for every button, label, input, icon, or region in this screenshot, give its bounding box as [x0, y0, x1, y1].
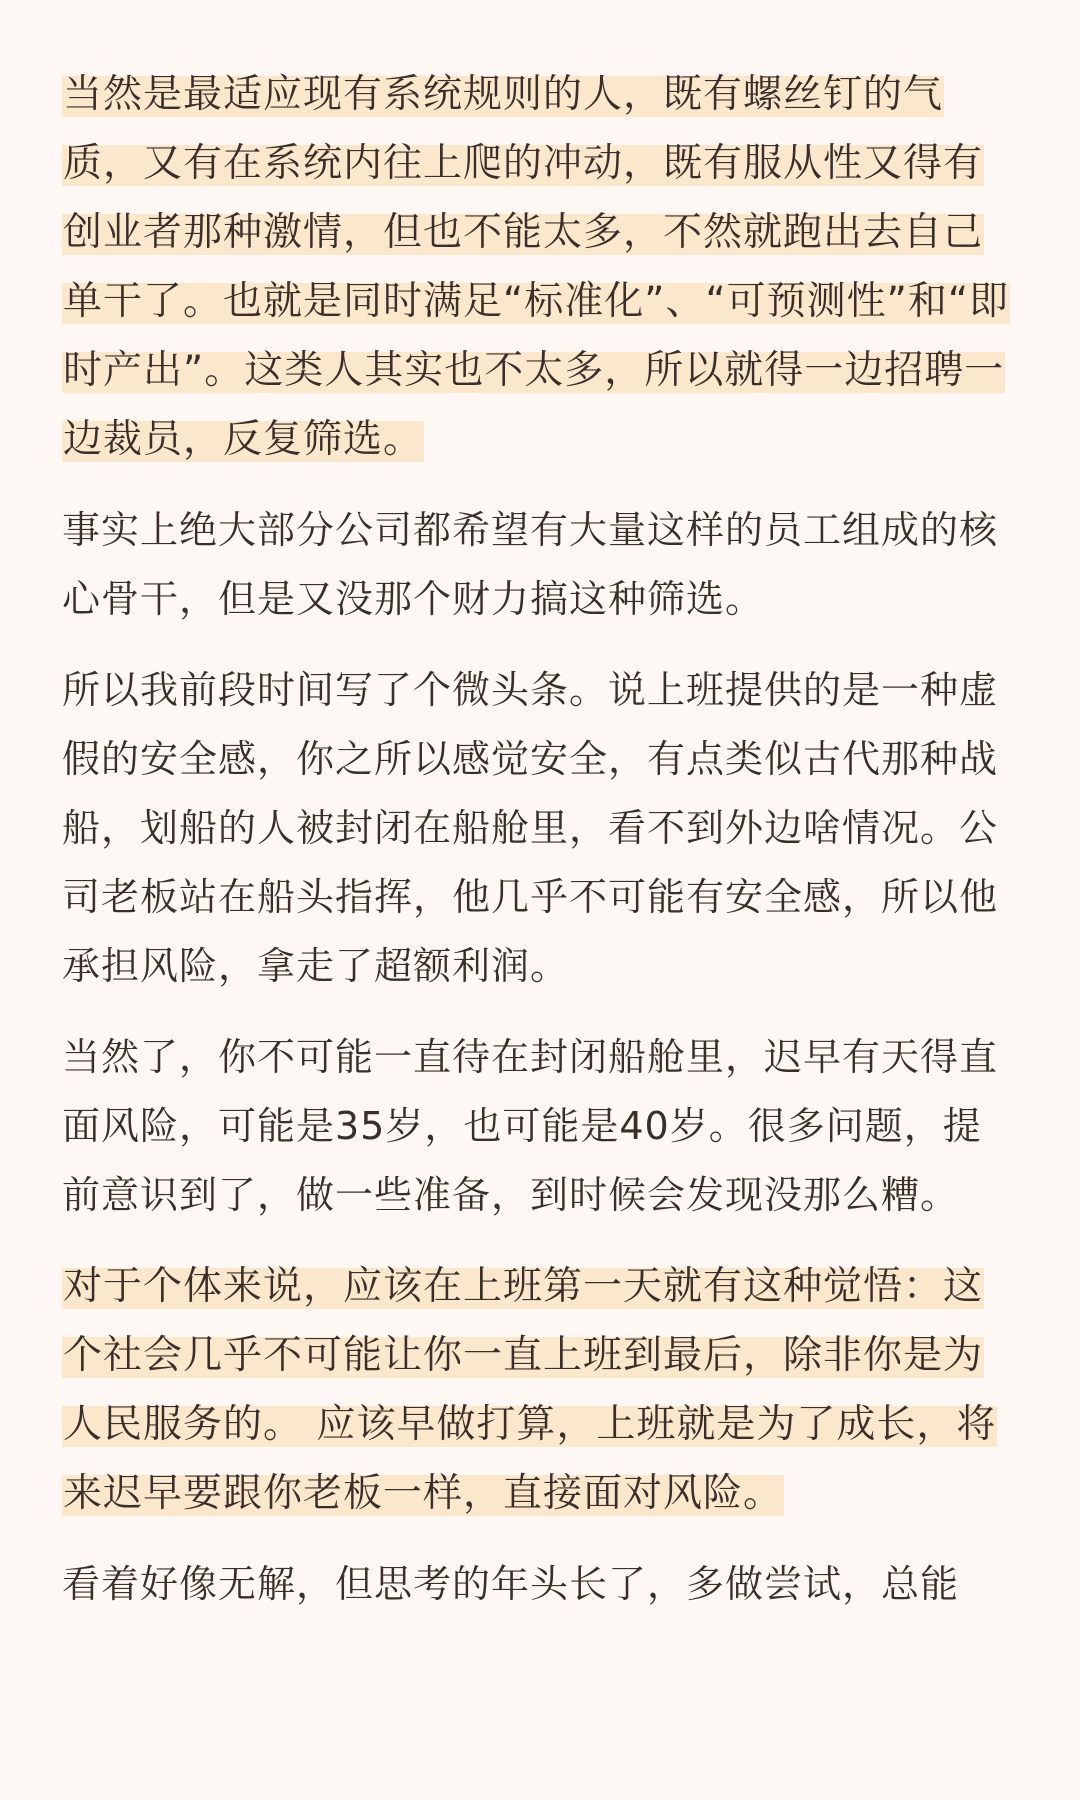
highlighted-paragraph	[62, 1252, 1018, 1528]
highlighted-paragraph	[62, 60, 1018, 474]
paragraph: 所以我前段时间写了个微头条。说上班提供的是一种虚假的安全感，你之所以感觉安全，有点类似古代那种战船，划船的人被封闭在船舱里，看不到外边啥情况。公司老板站在船头指挥，他几乎不可能有安全感，所以他承担风险，拿走了超额利润。	[62, 668, 999, 988]
highlighted-text: 对于个体来说，应该在上班第一天就有这种觉悟：这个社会几乎不可能让你一直上班到最后，除非你是为人民服务的。 应该早做打算，上班就是为了成长，将来迟早要跟你老板一样，直接面对风险。	[63, 1264, 997, 1516]
paragraph: 事实上绝大部分公司都希望有大量这样的员工组成的核心骨干，但是又没那个财力搞这种筛选。	[62, 508, 999, 621]
paragraph: 看着好像无解，但思考的年头长了，多做尝试，总能	[62, 1562, 960, 1606]
paragraph: 当然了，你不可能一直待在封闭船舱里，迟早有天得直面风险，可能是35岁，也可能是40岁。很多问题，提前意识到了，做一些准备，到时候会发现没那么糟。	[62, 1035, 999, 1217]
highlighted-text: 当然是最适应现有系统规则的人，既有螺丝钉的气质，又有在系统内往上爬的冲动，既有服从性又得有创业者那种激情，但也不能太多，不然就跑出去自己单干了。也就是同时满足“标准化”、“可预测性”和“即时产出”。这类人其实也不太多，所以就得一边招聘一边裁员，反复筛选。	[63, 72, 1010, 462]
